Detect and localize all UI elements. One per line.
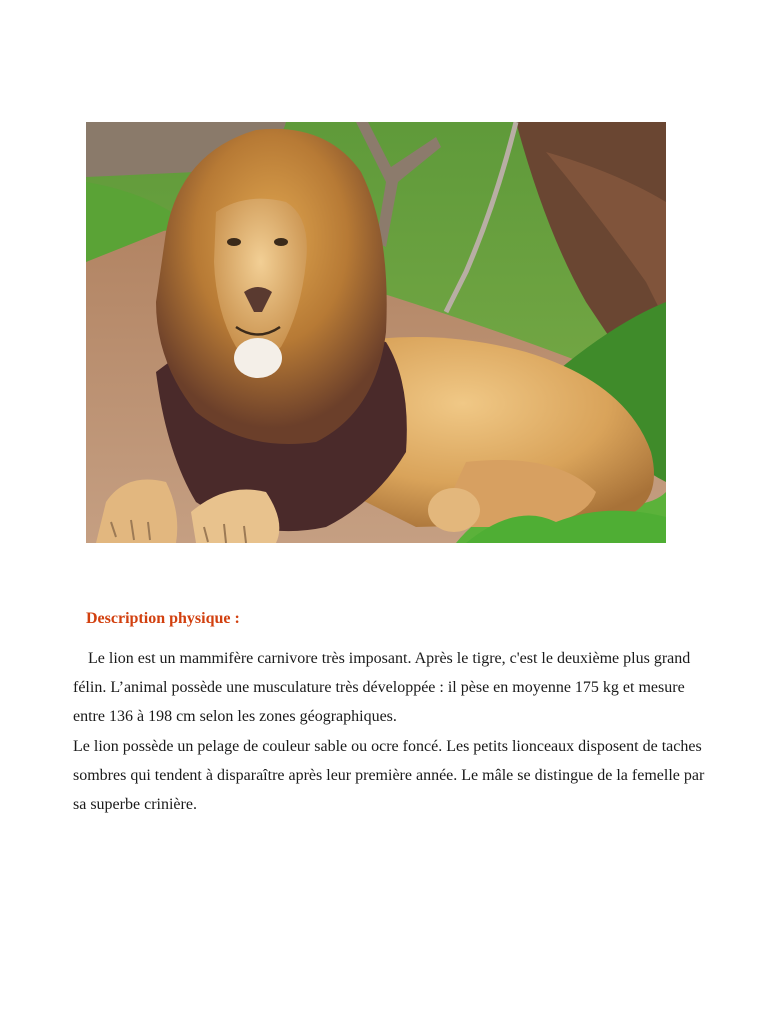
section-heading: Description physique : <box>86 610 240 627</box>
paragraph-2: Le lion possède un pelage de couleur sable ou ocre foncé. Les petits lionceaux disposent de taches sombres qui tendent à disparaître après leur première année. Le mâle se distingue de la femelle par sa superbe crinière. <box>73 737 705 814</box>
lion-photo <box>86 122 666 543</box>
body-text <box>73 644 713 819</box>
paragraph-1: Le lion est un mammifère carnivore très imposant. Après le tigre, c'est le deuxième plus grand félin. L’animal possède une musculature très développée : il pèse en moyenne 175 kg et mesure entre 136 à 198 cm selon les zones géographiques. <box>73 650 691 726</box>
